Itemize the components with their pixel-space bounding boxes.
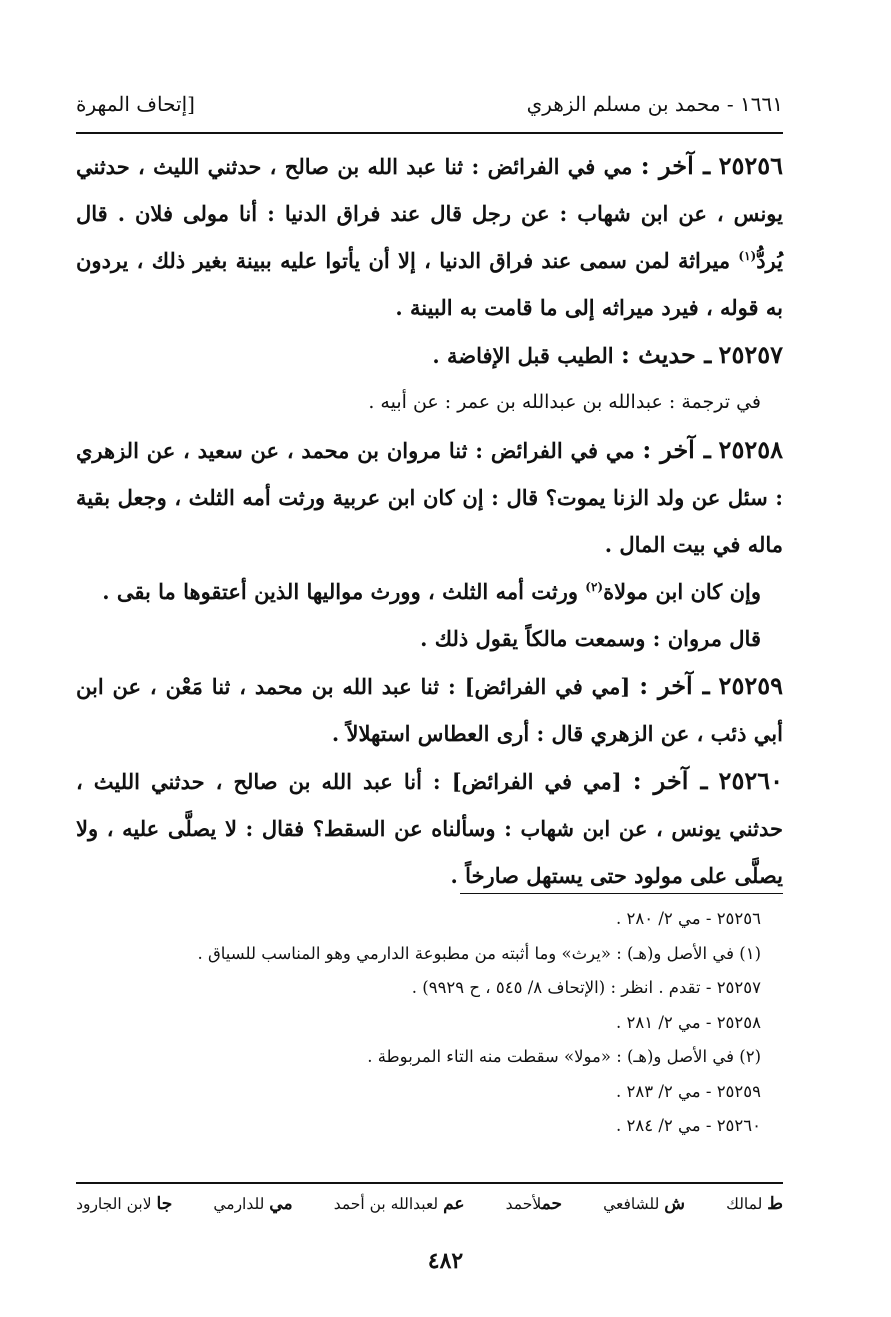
footnote: ٢٥٢٥٦ - مي ٢/ ٢٨٠ . [616,909,761,928]
entry-number: ٢٥٢٥٩ [718,671,783,700]
entry-25258 [76,426,783,568]
abbreviation-code: ش [664,1194,685,1214]
abbreviation-label: لعبدالله بن أحمد [333,1195,439,1213]
marwan-paragraph: قال مروان : وسمعت مالكاً يقول ذلك . [420,626,761,651]
footnote: ٢٥٢٥٧ - تقدم . انظر : (الإتحاف ٨/ ٥٤٥ ، ح ٩٩٢٩) . [411,978,761,997]
mawla-paragraph [76,568,783,615]
entry-number: ٢٥٢٦٠ [718,766,783,795]
footnote: ٢٥٢٥٩ - مي ٢/ ٢٨٣ . [616,1081,761,1101]
entry-number: ٢٥٢٥٦ [718,151,784,180]
bottom-rule [76,1182,783,1184]
mawla-text: وإن كان ابن مولاة [603,579,761,604]
abbreviation-item [506,1194,562,1214]
header-book-title: [إتحاف المهرة [76,92,195,116]
abbreviation-item [213,1194,292,1214]
footnote: ٢٥٢٦٠ - مي ٢/ ٢٨٤ . [616,1116,761,1135]
abbreviation-item [603,1194,685,1214]
entry-25259 [76,662,783,757]
abbreviation-item [334,1194,465,1214]
entry-text: [مي في الفرائض] : ثنا عبد الله بن محمد ، ثنا مَعْن ، عن ابن أبي ذئب ، عن الزهري قال : أرى العطاس استهلالاً . [76,674,783,746]
abbreviation-code: ط [767,1194,783,1214]
entry-keyword: ـ آخر : [640,151,711,180]
abbreviation-item [726,1194,783,1214]
header-rule [76,132,783,134]
footnote: (٢) في الأصل و(هـ) : «مولا» سقطت منه التاء المربوطة . [367,1047,761,1066]
abbreviation-code: مي [269,1194,293,1214]
entry-keyword: ـ آخر : [639,671,710,700]
entry-text-continued: ميراثة لمن سمى عند فراق الدنيا ، إلا أن يأتوا عليه ببينة بغير ذلك ، يردون به قوله ، فيرد ميراثه إلى ما قامت به البينة . [76,248,783,320]
running-header [76,84,783,124]
abbreviation-label: للشافعي [603,1195,660,1213]
abbreviation-code: حم [541,1194,562,1214]
entry-25256 [76,142,783,331]
entry-number: ٢٥٢٥٨ [718,435,783,464]
entry-text: مي في الفرائض : ثنا مروان بن محمد ، عن سعيد ، عن الزهري : سئل عن ولد الزنا يموت؟ قال : إن كان ابن عربية ورثت أمه الثلث ، وجعل بقية ماله في بيت المال . [76,438,783,557]
abbreviation-item [76,1194,172,1214]
entry-text: مي في الفرائض : ثنا عبد الله بن صالح ، حدثني الليث ، حدثني يونس ، عن ابن شهاب : عن رجل قال عند فراق الدنيا : أنا مولى فلان . قال يُردُّ [76,154,783,273]
abbreviation-code: جا [156,1194,173,1214]
mawla-text-continued: ورثت أمه الثلث ، وورث مواليها الذين أعتقوها ما بقى . [102,579,586,604]
abbreviation-code: عم [443,1194,465,1214]
abbreviation-label: لأحمد [505,1195,542,1213]
abbreviation-label: لابن الجارود [76,1195,152,1213]
footnote-marker: (٢) [585,580,604,594]
abbreviation-label: للدارمي [213,1195,265,1213]
footnote: (١) في الأصل و(هـ) : «يرث» وما أثبته من مطبوعة الدارمي وهو المناسب للسياق . [197,943,761,963]
main-text [76,142,783,899]
footnotes [76,902,761,1144]
entry-keyword: ـ آخر : [642,435,711,464]
abbreviation-label: لمالك [726,1195,763,1213]
entry-keyword: ـ حديث : [620,340,712,369]
entry-text: الطيب قبل الإفاضة . [432,343,614,368]
header-chapter-title: ١٦٦١ - محمد بن مسلم الزهري [526,92,783,116]
abbreviation-key [76,1194,783,1214]
entry-25260 [76,757,783,899]
entry-text: [مي في الفرائض] : أنا عبد الله بن صالح ، حدثني الليث ، حدثني يونس ، عن ابن شهاب : وسألناه عن السقط؟ فقال : لا يصلَّى عليه ، ولا يصلَّى على مولود حتى يستهل صارخاً . [76,769,783,888]
tarjama-note: في ترجمة : عبدالله بن عبدالله بن عمر : عن أبيه . [368,391,761,413]
footnote-separator [460,893,783,894]
footnote: ٢٥٢٥٨ - مي ٢/ ٢٨١ . [616,1012,761,1032]
entry-number: ٢٥٢٥٧ [718,340,783,369]
entry-25257 [76,331,783,379]
footnote-marker: (١) [738,249,757,263]
page-number: ٤٨٢ [427,1248,464,1274]
entry-keyword: ـ آخر : [632,766,708,795]
